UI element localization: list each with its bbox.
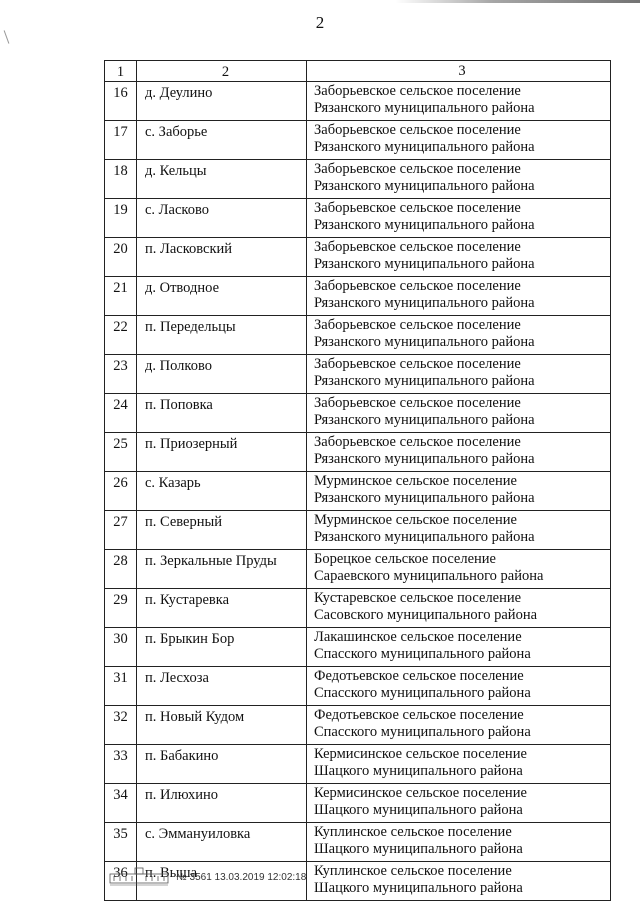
- municipality-cell: [307, 277, 611, 316]
- settlement-name: п. Илюхино: [137, 784, 307, 823]
- settlement-name: п. Выша: [137, 862, 307, 901]
- row-number: 16: [105, 82, 137, 121]
- municipality-cell: [307, 355, 611, 394]
- rural-settlement-line: Заборьевское сельское поселение: [314, 356, 521, 372]
- municipal-district-line: Спасского муниципального района: [314, 724, 531, 740]
- table-row: [105, 277, 611, 316]
- row-number: 27: [105, 511, 137, 550]
- rural-settlement-line: Куплинское сельское поселение: [314, 824, 512, 840]
- municipal-district-line: Шацкого муниципального района: [314, 763, 523, 779]
- municipal-district-line: Шацкого муниципального района: [314, 880, 523, 896]
- municipal-district-line: Рязанского муниципального района: [314, 373, 535, 389]
- settlement-name: п. Новый Кудом: [137, 706, 307, 745]
- settlements-table: [104, 60, 611, 901]
- municipal-district-line: Шацкого муниципального района: [314, 802, 523, 818]
- municipality-cell: [307, 511, 611, 550]
- settlement-name: п. Кустаревка: [137, 589, 307, 628]
- row-number: 28: [105, 550, 137, 589]
- scan-edge-mark: [395, 0, 640, 3]
- municipality-cell: [307, 628, 611, 667]
- municipal-district-line: Шацкого муниципального района: [314, 841, 523, 857]
- municipal-district-line: Спасского муниципального района: [314, 685, 531, 701]
- rural-settlement-line: Кустаревское сельское поселение: [314, 590, 522, 606]
- column-header-1: 1: [105, 61, 137, 82]
- settlement-name: п. Передельцы: [137, 316, 307, 355]
- municipal-district-line: Рязанского муниципального района: [314, 256, 535, 272]
- row-number: 35: [105, 823, 137, 862]
- rural-settlement-line: Кермисинское сельское поселение: [314, 785, 527, 801]
- row-number: 20: [105, 238, 137, 277]
- rural-settlement-line: Заборьевское сельское поселение: [314, 278, 521, 294]
- table-header-row: [105, 61, 611, 82]
- municipality-cell: [307, 199, 611, 238]
- municipal-district-line: Рязанского муниципального района: [314, 451, 535, 467]
- municipal-district-line: Сасовского муниципального района: [314, 607, 538, 623]
- rural-settlement-line: Федотьевское сельское поселение: [314, 707, 524, 723]
- row-number: 29: [105, 589, 137, 628]
- settlement-name: п. Брыкин Бор: [137, 628, 307, 667]
- table-row: [105, 667, 611, 706]
- row-number: 22: [105, 316, 137, 355]
- rural-settlement-line: Лакашинское сельское поселение: [314, 629, 522, 645]
- municipality-cell: [307, 394, 611, 433]
- settlement-name: д. Отводное: [137, 277, 307, 316]
- municipality-cell: [307, 823, 611, 862]
- municipality-cell: [307, 160, 611, 199]
- table-row: [105, 355, 611, 394]
- row-number: 33: [105, 745, 137, 784]
- table-row: [105, 121, 611, 160]
- municipality-cell: [307, 667, 611, 706]
- table-row: [105, 433, 611, 472]
- settlement-name: п. Бабакино: [137, 745, 307, 784]
- table-row: [105, 238, 611, 277]
- rural-settlement-line: Федотьевское сельское поселение: [314, 668, 524, 684]
- table-row: [105, 589, 611, 628]
- rural-settlement-line: Заборьевское сельское поселение: [314, 161, 521, 177]
- municipality-cell: [307, 862, 611, 901]
- settlement-name: д. Деулино: [137, 82, 307, 121]
- municipality-cell: [307, 550, 611, 589]
- table-row: [105, 199, 611, 238]
- table-row: [105, 511, 611, 550]
- row-number: 34: [105, 784, 137, 823]
- row-number: 26: [105, 472, 137, 511]
- table-row: [105, 745, 611, 784]
- municipal-district-line: Спасского муниципального района: [314, 646, 531, 662]
- municipality-cell: [307, 472, 611, 511]
- document-footer: [108, 866, 306, 888]
- municipality-cell: [307, 238, 611, 277]
- settlement-name: п. Зеркальные Пруды: [137, 550, 307, 589]
- row-number: 36: [105, 862, 137, 901]
- row-number: 24: [105, 394, 137, 433]
- municipal-district-line: Рязанского муниципального района: [314, 139, 535, 155]
- rural-settlement-line: Заборьевское сельское поселение: [314, 122, 521, 138]
- municipality-cell: [307, 433, 611, 472]
- row-number: 19: [105, 199, 137, 238]
- row-number: 30: [105, 628, 137, 667]
- row-number: 31: [105, 667, 137, 706]
- registration-stamp: № 3561 13.03.2019 12:02:18: [176, 871, 307, 883]
- municipal-district-line: Сараевского муниципального района: [314, 568, 544, 584]
- row-number: 25: [105, 433, 137, 472]
- settlement-name: д. Кельцы: [137, 160, 307, 199]
- table-row: [105, 784, 611, 823]
- table-row: [105, 550, 611, 589]
- table-row: [105, 316, 611, 355]
- rural-settlement-line: Заборьевское сельское поселение: [314, 239, 521, 255]
- row-number: 18: [105, 160, 137, 199]
- table-row: [105, 160, 611, 199]
- column-header-2: 2: [137, 61, 307, 82]
- municipality-cell: [307, 745, 611, 784]
- table-row: [105, 82, 611, 121]
- rural-settlement-line: Мурминское сельское поселение: [314, 512, 517, 528]
- settlement-name: с. Ласково: [137, 199, 307, 238]
- settlement-name: д. Полково: [137, 355, 307, 394]
- table-row: [105, 706, 611, 745]
- settlement-name: п. Лесхоза: [137, 667, 307, 706]
- table-row: [105, 823, 611, 862]
- municipal-district-line: Рязанского муниципального района: [314, 100, 535, 116]
- municipality-cell: [307, 589, 611, 628]
- municipal-district-line: Рязанского муниципального района: [314, 334, 535, 350]
- rural-settlement-line: Мурминское сельское поселение: [314, 473, 517, 489]
- column-header-3: 3: [307, 61, 611, 82]
- municipality-cell: [307, 82, 611, 121]
- municipality-cell: [307, 784, 611, 823]
- rural-settlement-line: Борецкое сельское поселение: [314, 551, 496, 567]
- row-number: 23: [105, 355, 137, 394]
- rural-settlement-line: Заборьевское сельское поселение: [314, 395, 521, 411]
- settlement-name: с. Казарь: [137, 472, 307, 511]
- municipal-district-line: Рязанского муниципального района: [314, 490, 535, 506]
- row-number: 32: [105, 706, 137, 745]
- municipal-district-line: Рязанского муниципального района: [314, 412, 535, 428]
- municipality-cell: [307, 706, 611, 745]
- table-row: [105, 394, 611, 433]
- rural-settlement-line: Заборьевское сельское поселение: [314, 317, 521, 333]
- municipality-cell: [307, 121, 611, 160]
- settlement-name: п. Ласковский: [137, 238, 307, 277]
- settlement-name: с. Эммануиловка: [137, 823, 307, 862]
- registry-emblem-icon: [108, 867, 170, 887]
- rural-settlement-line: Заборьевское сельское поселение: [314, 434, 521, 450]
- municipal-district-line: Рязанского муниципального района: [314, 178, 535, 194]
- row-number: 21: [105, 277, 137, 316]
- rural-settlement-line: Куплинское сельское поселение: [314, 863, 512, 879]
- row-number: 17: [105, 121, 137, 160]
- rural-settlement-line: Заборьевское сельское поселение: [314, 200, 521, 216]
- settlement-name: с. Заборье: [137, 121, 307, 160]
- municipal-district-line: Рязанского муниципального района: [314, 295, 535, 311]
- rural-settlement-line: Кермисинское сельское поселение: [314, 746, 527, 762]
- municipality-cell: [307, 316, 611, 355]
- page-number: 2: [315, 13, 325, 32]
- rural-settlement-line: Заборьевское сельское поселение: [314, 83, 521, 99]
- municipal-district-line: Рязанского муниципального района: [314, 217, 535, 233]
- settlement-name: п. Северный: [137, 511, 307, 550]
- municipal-district-line: Рязанского муниципального района: [314, 529, 535, 545]
- settlement-name: п. Приозерный: [137, 433, 307, 472]
- table-row: [105, 628, 611, 667]
- table-row: [105, 472, 611, 511]
- settlement-name: п. Поповка: [137, 394, 307, 433]
